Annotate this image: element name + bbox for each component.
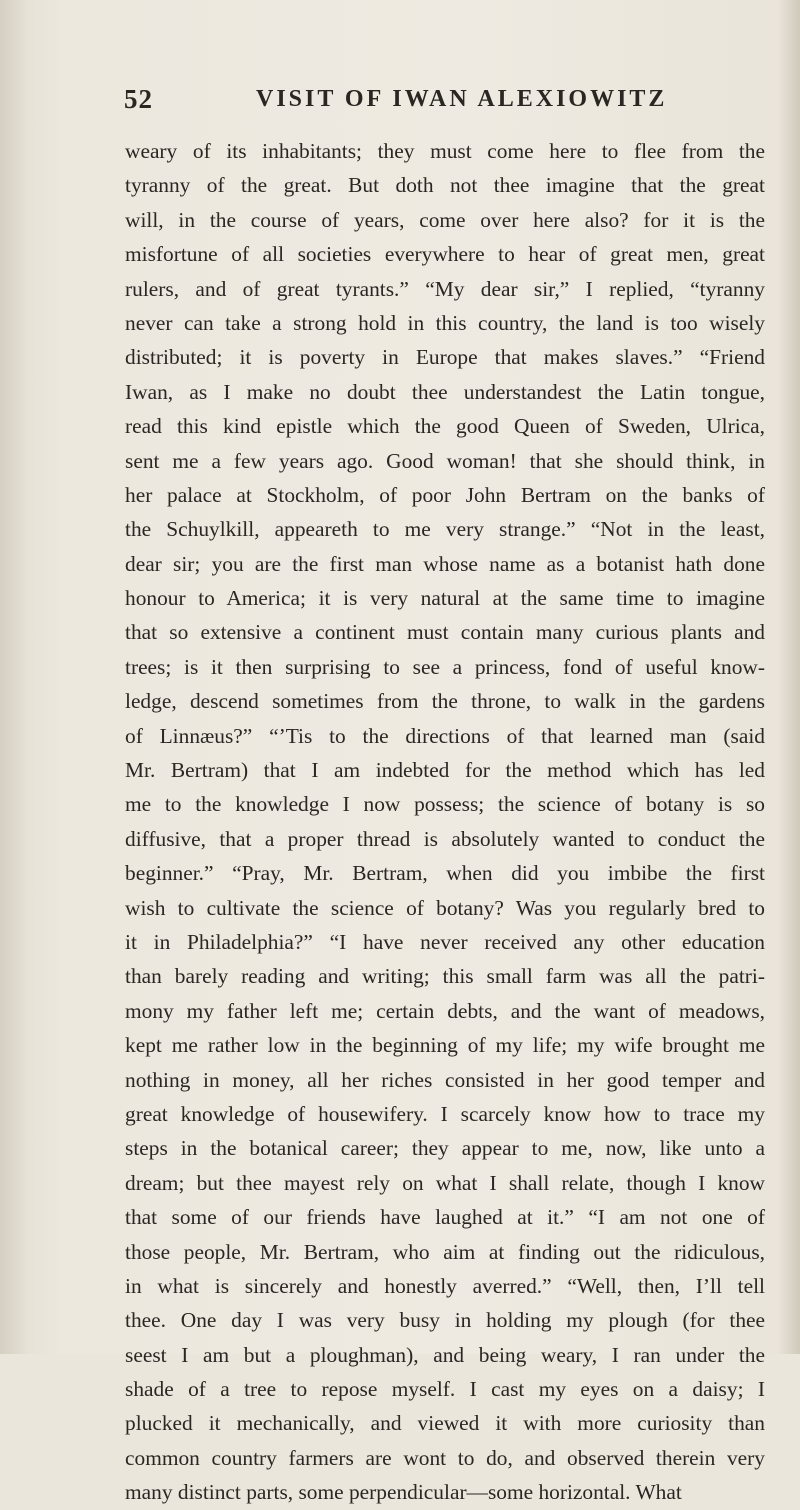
text-line: diffusive, that a proper thread is absolutely wanted to conduct the <box>125 826 765 851</box>
text-line: honour to America; it is very natural at the same time to imagine <box>125 586 765 611</box>
text-line: dream; but thee mayest rely on what I shall relate, though I know <box>125 1170 765 1195</box>
text-line: many distinct parts, some perpendicular—some horizontal. What <box>125 1480 682 1505</box>
text-line: rulers, and of great tyrants.” “My dear sir,” I replied, “tyranny <box>125 276 765 301</box>
text-line: great knowledge of housewifery. I scarcely know how to trace my <box>125 1101 765 1126</box>
text-line: trees; is it then surprising to see a princess, fond of useful know- <box>125 654 765 679</box>
text-line: steps in the botanical career; they appear to me, now, like unto a <box>125 1136 765 1161</box>
page-gutter-shadow <box>0 0 28 1354</box>
body-text <box>125 134 765 1510</box>
text-line: in what is sincerely and honestly averred.” “Well, then, I’ll tell <box>125 1273 765 1298</box>
text-line: wish to cultivate the science of botany? Was you regularly bred to <box>125 895 765 920</box>
page-number: 52 <box>124 84 153 114</box>
text-line: nothing in money, all her riches consisted in her good temper and <box>125 1067 765 1092</box>
text-line: me to the knowledge I now possess; the science of botany is so <box>125 792 765 817</box>
text-line: ledge, descend sometimes from the throne, to walk in the gardens <box>125 689 765 714</box>
text-line: thee. One day I was very busy in holding my plough (for thee <box>125 1308 765 1333</box>
text-line: of Linnæus?” “’Tis to the directions of that learned man (said <box>125 723 765 748</box>
text-line: beginner.” “Pray, Mr. Bertram, when did you imbibe the first <box>125 861 765 886</box>
text-line: her palace at Stockholm, of poor John Bertram on the banks of <box>125 482 765 507</box>
page-header <box>124 84 724 120</box>
text-line: mony my father left me; certain debts, and the want of meadows, <box>125 998 765 1023</box>
page-edge-shadow <box>778 0 800 1354</box>
text-line: tyranny of the great. But doth not thee imagine that the great <box>125 173 765 198</box>
text-line: those people, Mr. Bertram, who aim at finding out the ridiculous, <box>125 1239 765 1264</box>
text-line: that some of our friends have laughed at it.” “I am not one of <box>125 1205 765 1230</box>
text-line: common country farmers are wont to do, and observed therein very <box>125 1445 765 1470</box>
text-line: kept me rather low in the beginning of my life; my wife brought me <box>125 1033 765 1058</box>
text-line: misfortune of all societies everywhere to hear of great men, great <box>125 242 765 267</box>
text-line: the Schuylkill, appeareth to me very strange.” “Not in the least, <box>125 517 765 542</box>
text-line: will, in the course of years, come over here also? for it is the <box>125 207 765 232</box>
text-line: it in Philadelphia?” “I have never received any other education <box>125 929 765 954</box>
text-line: Mr. Bertram) that I am indebted for the method which has led <box>125 758 765 783</box>
text-line: never can take a strong hold in this country, the land is too wisely <box>125 310 765 335</box>
text-line: plucked it mechanically, and viewed it with more curiosity than <box>125 1411 765 1436</box>
text-line: dear sir; you are the first man whose name as a botanist hath done <box>125 551 765 576</box>
text-line: sent me a few years ago. Good woman! that she should think, in <box>125 448 765 473</box>
text-line: read this kind epistle which the good Queen of Sweden, Ulrica, <box>125 414 765 439</box>
text-line: than barely reading and writing; this small farm was all the patri- <box>125 964 765 989</box>
text-line: weary of its inhabitants; they must come here to flee from the <box>125 139 765 163</box>
text-line: that so extensive a continent must contain many curious plants and <box>125 620 765 645</box>
text-line: distributed; it is poverty in Europe that makes slaves.” “Friend <box>125 345 765 370</box>
text-line: seest I am but a ploughman), and being weary, I ran under the <box>125 1342 765 1367</box>
running-head: VISIT OF IWAN ALEXIOWITZ <box>256 86 668 112</box>
text-line: Iwan, as I make no doubt thee understandest the Latin tongue, <box>125 379 765 404</box>
text-line: shade of a tree to repose myself. I cast my eyes on a daisy; I <box>125 1377 765 1402</box>
